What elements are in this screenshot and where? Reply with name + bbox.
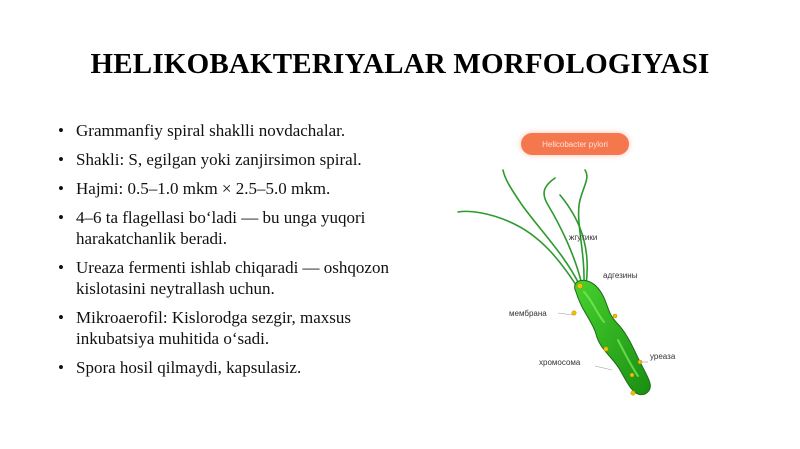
label-flagella: жгутики bbox=[569, 233, 598, 242]
label-urease: уреаза bbox=[650, 352, 676, 361]
bullet-item: • Grammanfiy spiral shaklli novdachalar. bbox=[58, 120, 403, 141]
adhesin-dot bbox=[631, 391, 635, 395]
flagellum bbox=[544, 178, 582, 285]
label-chromosome: хромосома bbox=[539, 358, 581, 367]
adhesin-dot bbox=[630, 373, 634, 377]
bullet-item: • Hajmi: 0.5–1.0 mkm × 2.5–5.0 mkm. bbox=[58, 178, 403, 199]
figure-title-badge: Helicobacter pylori bbox=[521, 133, 629, 155]
adhesin-dot bbox=[572, 311, 576, 315]
bacterium-body bbox=[575, 280, 651, 394]
bullet-item: • Shakli: S, egilgan yoki zanjirsimon spiral. bbox=[58, 149, 403, 170]
leader-line bbox=[595, 366, 612, 370]
label-membrane: мембрана bbox=[509, 309, 547, 318]
bullet-item: • Spora hosil qilmaydi, kapsulasiz. bbox=[58, 357, 403, 378]
label-adhesins: адгезины bbox=[603, 271, 638, 280]
adhesin-dot bbox=[577, 283, 582, 288]
adhesin-dot bbox=[613, 314, 617, 318]
flagellum bbox=[503, 170, 580, 286]
bullet-item: • Mikroaerofil: Kislorodga sezgir, maxsus inkubatsiya muhitida o‘sadi. bbox=[58, 307, 403, 349]
flagellum bbox=[458, 211, 578, 288]
bullet-item: • 4–6 ta flagellasi bo‘ladi — bu unga yuqori harakatchanlik beradi. bbox=[58, 207, 403, 249]
slide-title: HELIKOBAKTERIYALAR MORFOLOGIYASI bbox=[90, 48, 710, 80]
leader-line bbox=[558, 313, 573, 315]
adhesin-dot bbox=[604, 347, 608, 351]
flagella bbox=[458, 170, 587, 288]
bullet-item: • Ureaza fermenti ishlab chiqaradi — oshqozon kislotasini neytrallash uchun. bbox=[58, 257, 403, 299]
